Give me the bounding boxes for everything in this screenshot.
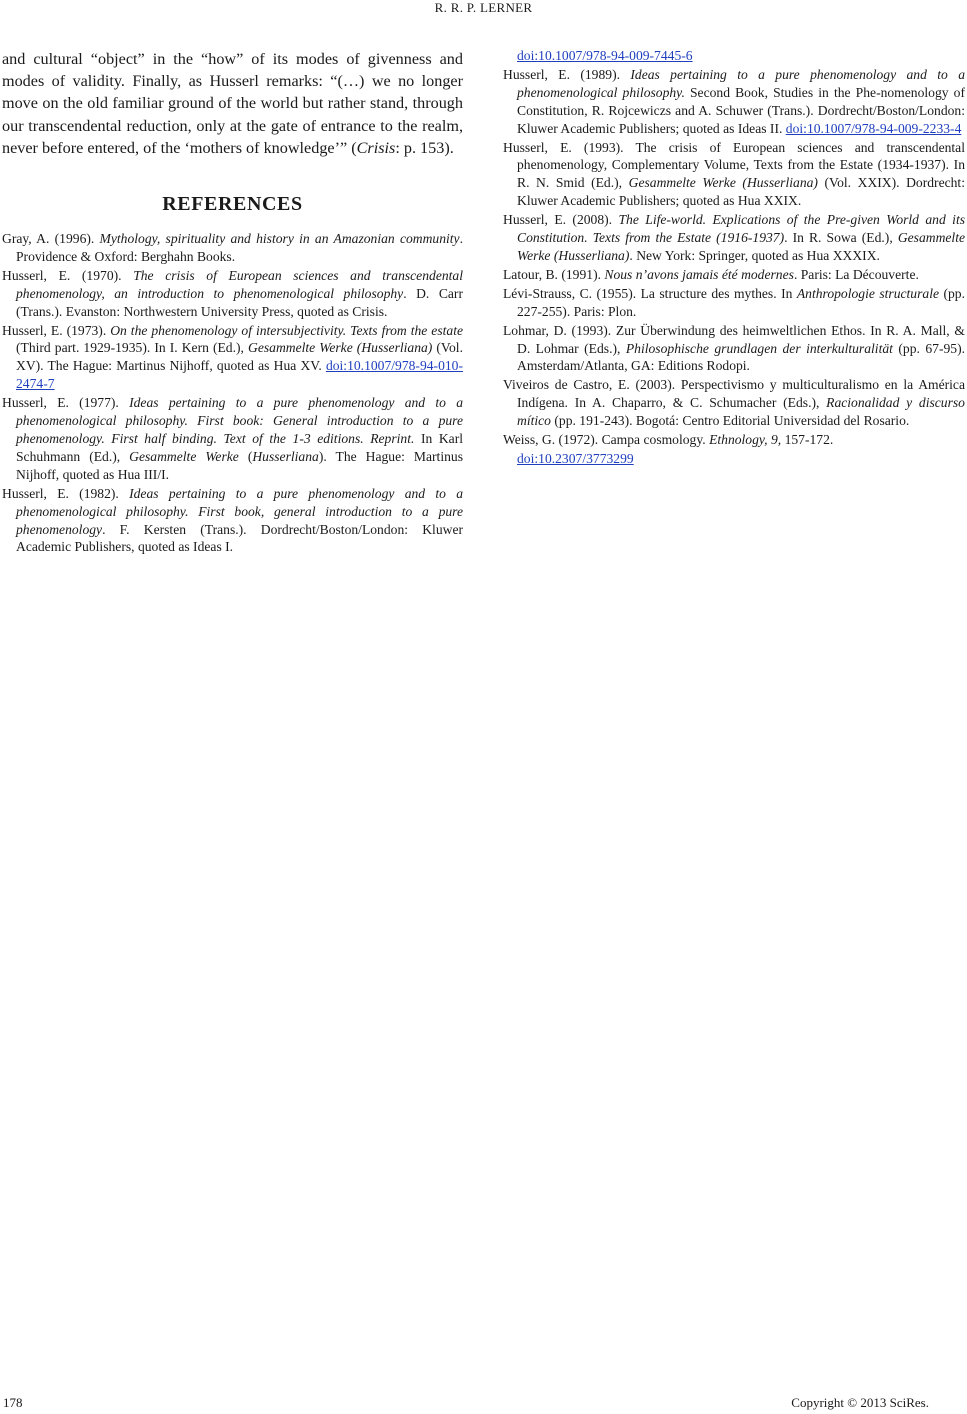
doi-link[interactable]: doi:10.1007/978-94-009-2233-4 (785, 120, 962, 136)
running-head: R. R. P. LERNER (434, 0, 533, 15)
reference-husserl-1993: Husserl, E. (1993). The crisis of European sciences and transcendental phenomenology, Complementary Volume, Texts from the Estate (1934-1937). In R. N. Smid (Ed.), Gesammelte Werke (Husserliana) (Vol. XXIX). Dordrecht: Kluwer Academic Publishers; quoted as Hua XXIX. (503, 139, 965, 209)
reference-levi-strauss-1955: Lévi-Strauss, C. (1955). La structure des mythes. In Anthropologie structurale (pp. 227-255). Paris: Plon. (503, 285, 965, 319)
body-text: and cultural “object” in the “how” of its modes of givenness and modes of validity. Finally, as Husserl remarks: “(…) we no longer move on the old familiar ground of the world but rather stand, through our transcendental reduction, only at the gate of entrance to the realm, never before entered, of the ‘mothers of knowledge’” ( (2, 50, 463, 157)
reference-gray-1996: Gray, A. (1996). Mythology, spirituality and history in an Amazonian community. Providence & Oxford: Berghahn Books. (2, 231, 463, 264)
reference-latour-1991: Latour, B. (1991). Nous n’avons jamais été modernes. Paris: La Découverte. (503, 266, 919, 282)
body-paragraph (2, 48, 463, 159)
right-column (503, 47, 965, 469)
copyright-notice: Copyright © 2013 SciRes. (791, 1395, 929, 1410)
doi-link[interactable]: doi:10.1007/978-94-010-2474-7 (16, 358, 463, 392)
reference-husserl-1989: Husserl, E. (1989). Ideas pertaining to a pure phenomenology and to a phenomenological philosophy. Second Book, Studies in the Phe-nomenology of Constitution, R. Rojcewiczs and A. Schuwer (Trans.). Dordrecht/Boston/London: Kluwer Academic Publishers; quoted as Ideas II. doi:10.1007/978-94-009-2233-4 (503, 66, 965, 136)
reference-husserl-1970: Husserl, E. (1970). The crisis of European sciences and transcendental phenomenology, an introduction to phenomenological philosophy. D. Carr (Trans.). Evanston: Northwestern University Press, quoted as Crisis. (2, 267, 463, 319)
reference-lohmar-1993: Lohmar, D. (1993). Zur Überwindung des heimweltlichen Ethos. In R. A. Mall, & D. Lohmar (Eds.), Philosophische grundlagen der interkulturalität (pp. 67-95). Amsterdam/Atlanta, GA: Editions Rodopi. (503, 322, 966, 374)
reference-husserl-1977: Husserl, E. (1977). Ideas pertaining to a pure phenomenology and to a phenomenological philosophy. First book: General introduction to a pure phenomenology. First half binding. Text of the 1-3 editions. Reprint. In Karl Schuhmann (Ed.), Gesammelte Werke (Husserliana). The Hague: Martinus Nijhoff, quoted as Hua III/I. (2, 395, 464, 482)
reference-viveiros-2003: Viveiros de Castro, E. (2003). Perspectivismo y multiculturalismo en la América Indígena. In A. Chaparro, & C. Schumacher (Eds.), Racionalidad y discurso mítico (pp. 191-243). Bogotá: Centro Editorial Universidad del Rosario. (503, 377, 965, 429)
reference-weiss-1972-doi (503, 450, 965, 468)
body-text-end: : p. 153). (395, 138, 454, 157)
reference-husserl-1973: Husserl, E. (1973). On the phenomenology of intersubjectivity. Texts from the estate (Third part. 1929-1935). In I. Kern (Ed.), Gesammelte Werke (Husserliana) (Vol. XV). The Hague: Martinus Nijhoff, quoted as Hua XV. doi:10.1007/978-94-010-2474-7 (2, 322, 464, 392)
references-heading: REFERENCES (162, 193, 303, 216)
reference-weiss-1972: Weiss, G. (1972). Campa cosmology. Ethnology, 9, 157-172. (503, 432, 834, 448)
page-number: 178 (3, 1395, 23, 1410)
doi-link[interactable]: doi:10.2307/3773299 (517, 450, 634, 466)
reference-husserl-1982-doi (503, 47, 965, 65)
doi-link[interactable]: doi:10.1007/978-94-009-7445-6 (517, 48, 693, 63)
reference-husserl-1982: Husserl, E. (1982). Ideas pertaining to a pure phenomenology and to a phenomenological philosophy. First book, general introduction to a pure phenomenology. F. Kersten (Trans.). Dordrecht/Boston/London: Kluwer Academic Publishers, quoted as Ideas I. (2, 485, 464, 555)
reference-husserl-2008: Husserl, E. (2008). The Life-world. Explications of the Pre-given World and its Constitution. Texts from the Estate (1916-1937). In R. Sowa (Ed.), Gesammelte Werke (Husserliana). New York: Springer, quoted as Hua XXXIX. (503, 212, 966, 263)
left-column (2, 48, 463, 557)
body-text-italic: Crisis (356, 138, 396, 157)
